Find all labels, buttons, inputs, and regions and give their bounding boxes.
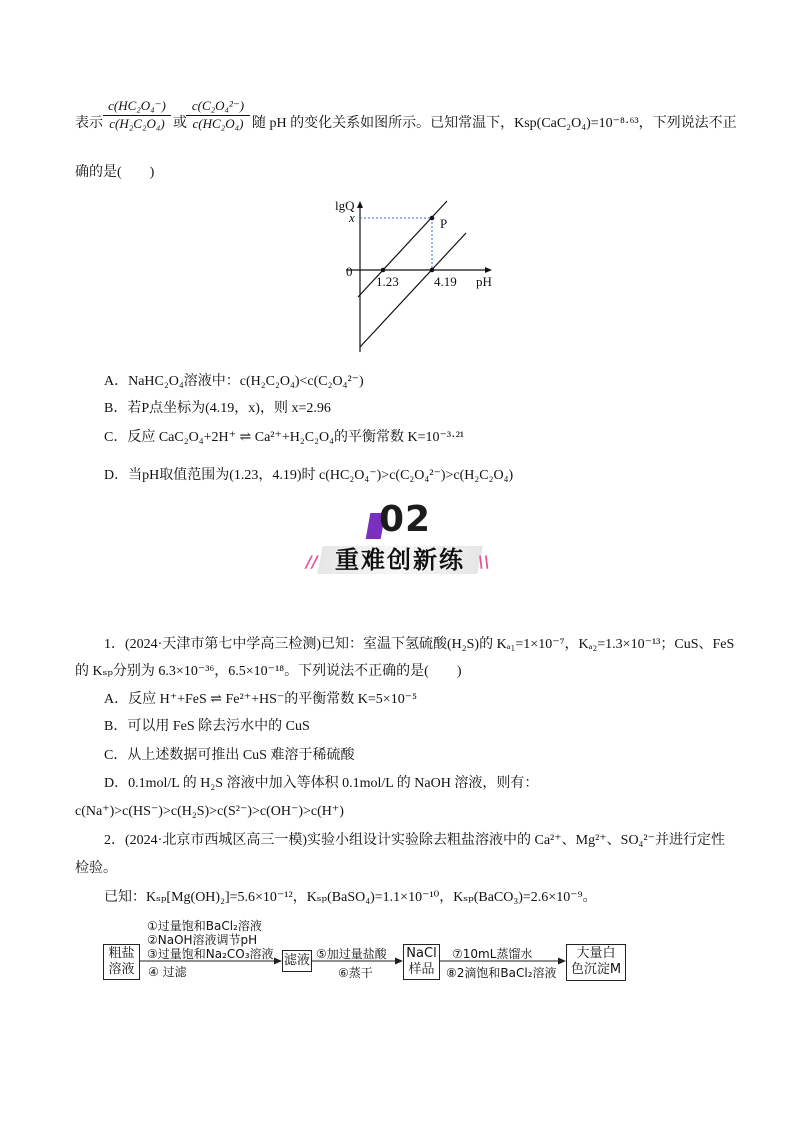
q1-option-d: D．0.1mol/L 的 H₂S 溶液中加入等体积 0.1mol/L 的 NaOH 溶液，则有： xyxy=(104,776,539,791)
q1-line-2: 的 Kₛₚ分别为 6.3×10⁻³⁶，6.5×10⁻¹⁸。下列说法不正确的是( ) xyxy=(75,664,462,679)
flow-box-precipitate-m-line-1: 大量白 xyxy=(576,946,616,961)
q1-option-a: A．反应 H⁺+FeS ⇌ Fe²⁺+HS⁻的平衡常数 K=5×10⁻⁵ xyxy=(104,692,417,707)
stem-text: 随 pH 的变化关系如图所示。已知常温下，Ksp(CaC₂O₄)=10⁻⁸·⁶³，下列说法不正 xyxy=(252,116,737,131)
option-a: A．NaHC₂O₄溶液中：c(H₂C₂O₄)<c(C₂O₄²⁻) xyxy=(104,374,364,389)
y-marker-label: x xyxy=(349,210,355,225)
option-d: D．当pH取值范围为(1.23，4.19)时 c(HC₂O₄⁻)>c(C₂O₄²⁻)>c(H₂C₂O₄) xyxy=(104,468,514,483)
flow-arrow-2-head xyxy=(395,958,403,965)
flow-step-4: ④ 过滤 xyxy=(148,965,187,979)
section-title: 重难创新练 xyxy=(335,546,465,574)
section-number: 02 xyxy=(379,499,432,540)
point-4-19 xyxy=(430,268,435,273)
q2-line-1: 2．(2024·北京市西城区高三一模)实验小组设计实验除去粗盐溶液中的 Ca²⁺、Mg²⁺、SO₄²⁻并进行定性 xyxy=(104,833,726,848)
flow-box-filtrate xyxy=(282,950,312,972)
flow-box-nacl-sample-line-1: NaCl xyxy=(406,946,437,961)
flow-box-precipitate-m-line-2: 色沉淀M xyxy=(570,962,622,977)
x-tick-label-1: 1.23 xyxy=(376,274,399,289)
flow-box-nacl-sample-line-2: 样品 xyxy=(408,962,435,977)
lower-line xyxy=(360,233,466,347)
q1-option-c: C．从上述数据可推出 CuS 难溶于稀硫酸 xyxy=(104,748,355,763)
flow-step-1: ①过量饱和BaCl₂溶液 xyxy=(147,919,262,933)
q1-option-d-continuation: c(Na⁺)>c(HS⁻)>c(H₂S)>c(S²⁻)>c(OH⁻)>c(H⁺) xyxy=(75,804,344,819)
fraction-1-numerator: c(HC₂O₄⁻) xyxy=(108,98,166,113)
flow-arrow-1-head xyxy=(274,958,282,965)
q1-line-1: 1．(2024·天津市第七中学高三检测)已知：室温下氢硫酸(H₂S)的 Kₐ₁=1×10⁻⁷，Kₐ₂=1.3×10⁻¹³；CuS、FeS xyxy=(104,637,735,652)
flow-box-crude-salt-line-1: 粗盐 xyxy=(108,946,135,961)
stem-connector: 或 xyxy=(173,116,187,131)
flow-box-nacl-sample xyxy=(403,944,440,980)
stem-question: 确的是( ) xyxy=(75,165,155,180)
point-label: P xyxy=(440,216,448,231)
x-axis-arrow xyxy=(485,267,492,273)
q1-option-b: B．可以用 FeS 除去污水中的 CuS xyxy=(104,719,310,734)
flow-box-filtrate-label: 滤液 xyxy=(283,953,310,968)
option-c: C．反应 CaC₂O₄+2H⁺ ⇌ Ca²⁺+H₂C₂O₄的平衡常数 K=10⁻³·²¹ xyxy=(104,430,465,445)
fraction-1-denominator: c(H₂C₂O₄) xyxy=(109,116,165,131)
y-axis-label: lgQ xyxy=(335,198,355,213)
flow-box-crude-salt-line-2: 溶液 xyxy=(108,962,135,977)
flow-box-crude-salt xyxy=(103,944,140,980)
lgq-ph-figure xyxy=(330,190,510,360)
flow-step-8: ⑧2滴饱和BaCl₂溶液 xyxy=(446,966,557,980)
origin-label: 0 xyxy=(346,264,353,279)
fraction-2-numerator: c(C₂O₄²⁻) xyxy=(191,98,245,113)
x-tick-label-2: 4.19 xyxy=(434,274,457,289)
flow-arrow-3-head xyxy=(558,958,566,965)
q2-given: 已知：Kₛₚ[Mg(OH)₂]=5.6×10⁻¹²，Kₛₚ(BaSO₄)=1.1×10⁻¹⁰，Kₛₚ(BaCO₃)=2.6×10⁻⁹。 xyxy=(104,890,597,905)
x-axis-label: pH xyxy=(476,274,492,289)
flow-step-5: ⑤加过量盐酸 xyxy=(316,947,387,961)
option-b: B．若P点坐标为(4.19，x)，则 x=2.96 xyxy=(104,401,331,416)
flow-step-6: ⑥蒸干 xyxy=(338,966,373,980)
y-axis-arrow xyxy=(357,201,363,208)
banner-left-mark: // xyxy=(306,552,318,571)
stem-lead: 表示 xyxy=(75,116,103,131)
fraction-2-denominator: c(HC₂O₄) xyxy=(192,116,244,131)
banner-right-mark: \\ xyxy=(478,552,490,571)
q2-line-2: 检验。 xyxy=(75,861,117,876)
flow-step-7: ⑦10mL蒸馏水 xyxy=(452,947,533,961)
point-p xyxy=(430,216,435,221)
point-1-23 xyxy=(381,268,386,273)
fraction-1 xyxy=(103,98,171,132)
flow-box-precipitate-m xyxy=(566,944,626,981)
flow-step-3: ③过量饱和Na₂CO₃溶液 xyxy=(147,947,274,961)
fraction-2 xyxy=(186,98,250,132)
flow-step-2: ②NaOH溶液调节pH xyxy=(147,933,258,947)
